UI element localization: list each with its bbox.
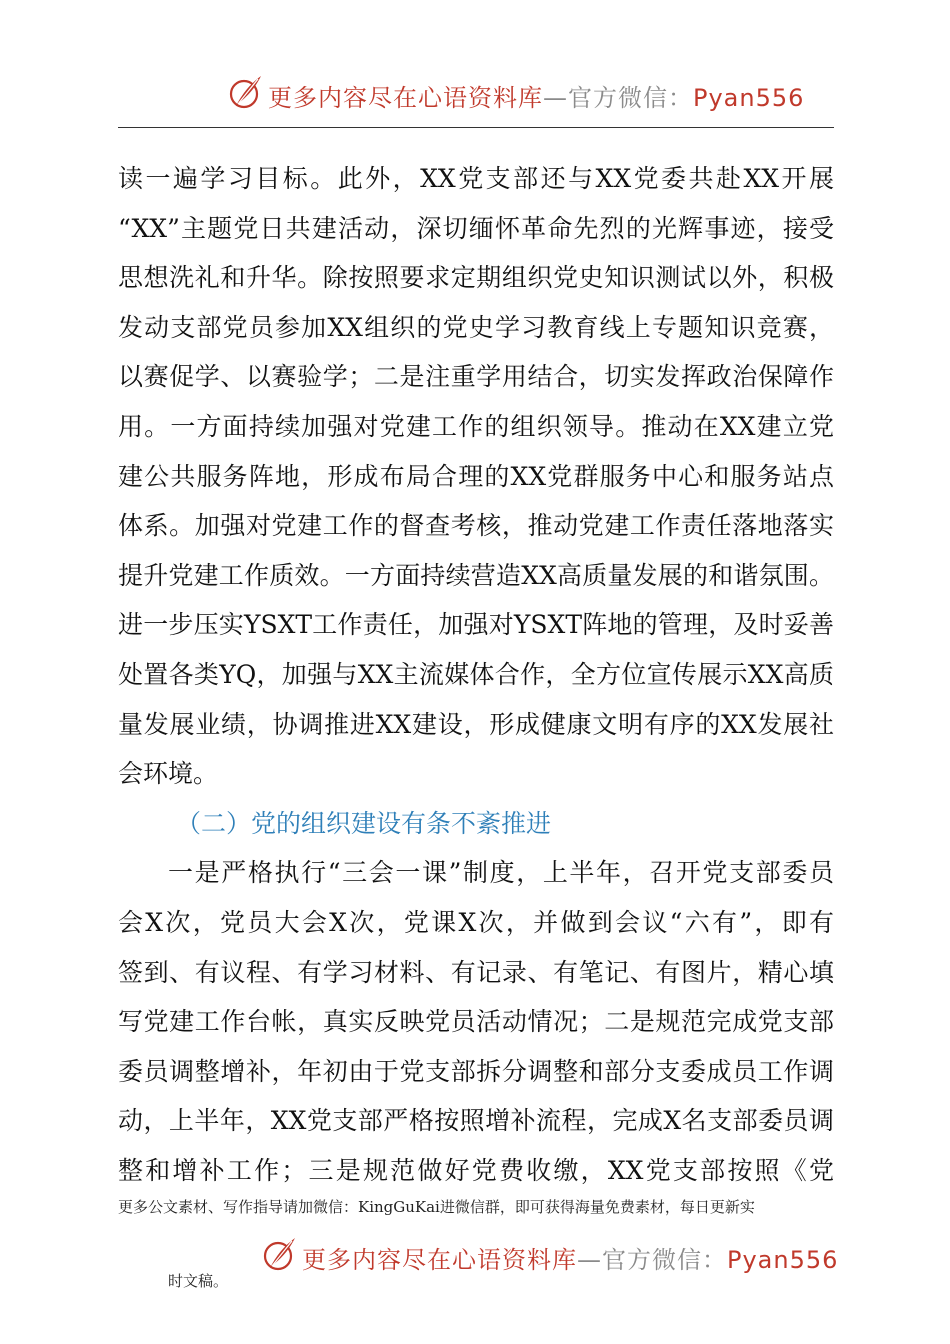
section-line: 写党建工作台帐，真实反映党员活动情况；二是规范完成党支部 <box>118 1007 834 1037</box>
header-separator: — <box>543 84 568 112</box>
header-brand: 更多内容尽在心语资料库 <box>268 84 543 112</box>
header-wechat-label: 官方微信： <box>568 84 693 112</box>
body-line: 处置各类YQ，加强与XX主流媒体合作，全方位宣传展示XX高质 <box>118 659 834 689</box>
footer-wechat-id: Pyan556 <box>727 1246 839 1274</box>
section-heading: （二）党的组织建设有条不紊推进 <box>176 808 552 838</box>
header-wechat-id: Pyan556 <box>693 84 805 112</box>
footer-separator: — <box>577 1246 602 1274</box>
document-body <box>118 154 834 1195</box>
body-line: 量发展业绩，协调推进XX建设，形成健康文明有序的XX发展社 <box>118 709 834 739</box>
body-line: 提升党建工作质效。一方面持续营造XX高质量发展的和谐氛围。 <box>118 560 834 590</box>
body-line: “XX”主题党日共建活动，深切缅怀革命先烈的光辉事迹，接受 <box>118 213 834 243</box>
section-line: 委员调整增补，年初由于党支部拆分调整和部分支委成员工作调 <box>118 1056 834 1086</box>
footer-brand: 更多内容尽在心语资料库 <box>302 1246 577 1274</box>
feather-logo-icon <box>262 1234 298 1274</box>
header-text <box>268 78 804 113</box>
body-line: 发动支部党员参加XX组织的党史学习教育线上专题知识竞赛， <box>118 312 834 342</box>
body-line: 用。一方面持续加强对党建工作的组织领导。推动在XX建立党 <box>118 411 834 441</box>
feather-logo-icon <box>228 72 264 112</box>
section-line: 签到、有议程、有学习材料、有记录、有笔记、有图片，精心填 <box>118 957 834 987</box>
body-line: 会环境。 <box>118 759 219 789</box>
footer-watermark-text <box>302 1240 838 1275</box>
body-line: 进一步压实YSXT工作责任，加强对YSXT阵地的管理，及时妥善 <box>118 610 834 640</box>
footer-note: 更多公文素材、写作指导请加微信：KingGuKai进微信群，即可获得海量免费素材，每日更新实 <box>118 1198 755 1216</box>
section-line: 整和增补工作；三是规范做好党费收缴，XX党支部按照《党 <box>118 1155 834 1185</box>
body-line: 读一遍学习目标。此外，XX党支部还与XX党委共赴XX开展 <box>118 164 834 193</box>
footer-wechat-label: 官方微信： <box>602 1246 727 1274</box>
header-divider <box>118 127 834 128</box>
body-line: 体系。加强对党建工作的督查考核，推动党建工作责任落地落实 <box>118 511 834 541</box>
footer-watermark <box>0 1234 950 1278</box>
section-line: 一是严格执行“三会一课”制度，上半年，召开党支部委员 <box>168 858 834 888</box>
header-watermark <box>0 72 950 116</box>
body-line: 建公共服务阵地，形成布局合理的XX党群服务中心和服务站点 <box>118 461 834 491</box>
footer-note-tail: 时文稿。 <box>168 1272 229 1290</box>
body-line: 以赛促学、以赛验学；二是注重学用结合，切实发挥政治保障作 <box>118 362 834 392</box>
section-line: 动，上半年，XX党支部严格按照增补流程，完成X名支部委员调 <box>118 1106 834 1136</box>
body-line: 思想洗礼和升华。除按照要求定期组织党史知识测试以外，积极 <box>118 263 834 293</box>
section-line: 会X次，党员大会X次，党课X次，并做到会议“六有”，即有 <box>118 907 834 937</box>
